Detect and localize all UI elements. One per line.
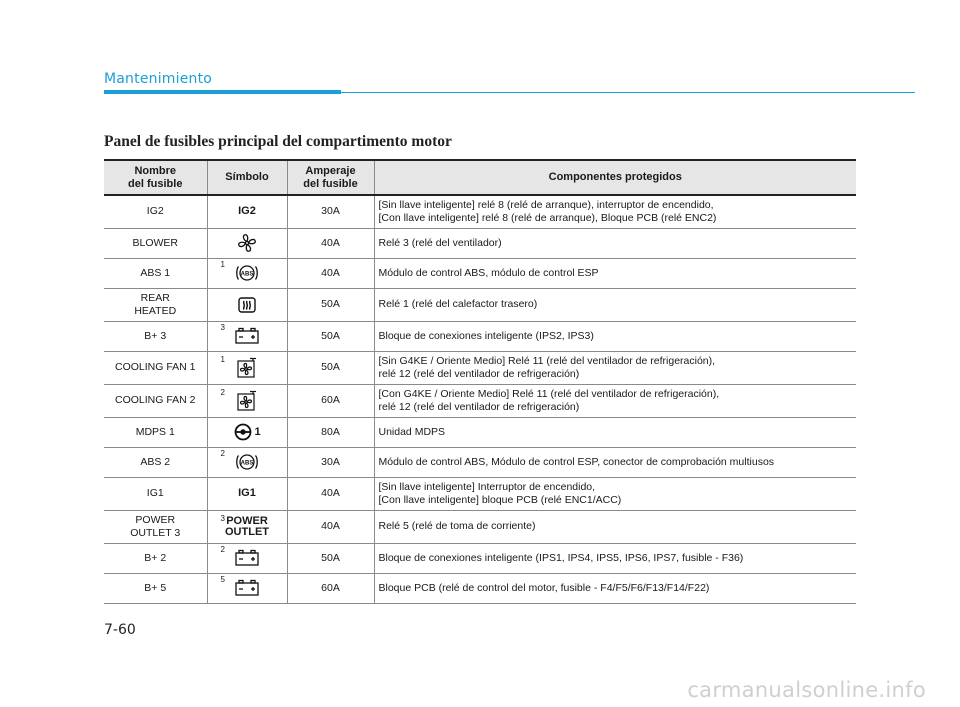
fuse-symbol — [208, 199, 287, 225]
fuse-symbol-box — [208, 199, 287, 225]
fuse-symbol-superscript: 3 — [220, 323, 225, 332]
fuse-components-cell — [374, 510, 856, 543]
fuse-symbol-text-line: IG1 — [238, 487, 256, 499]
fuse-symbol-cell — [207, 195, 287, 228]
fuse-components-line: [Con llave inteligente] relé 8 (relé de arranque), Bloque PCB (relé ENC2) — [378, 211, 717, 224]
fuse-name-line: B+ 5 — [144, 581, 167, 594]
fuse-symbol-cell — [207, 321, 287, 351]
fuse-symbol-superscript: 1 — [220, 354, 225, 364]
fuse-name-cell — [104, 447, 207, 477]
table-row — [104, 510, 856, 543]
fuse-name-line: BLOWER — [132, 236, 178, 249]
fuse-name-line: IG1 — [146, 487, 164, 499]
fuse-symbol-box — [208, 355, 287, 381]
fuse-components-line: Módulo de control ABS, módulo de control ESP — [378, 266, 599, 279]
fuse-name-cell — [104, 288, 207, 321]
fuse-name-cell — [104, 384, 207, 417]
fuse-components-line: [Con llave inteligente] bloque PCB (relé ENC1/ACC) — [378, 493, 622, 506]
fuse-components-line: Relé 5 (relé de toma de corriente) — [378, 520, 536, 532]
fuse-components-cell — [374, 477, 856, 510]
fuse-name-line: IG2 — [146, 205, 164, 218]
fuse-symbol-text — [238, 488, 256, 499]
fuse-symbol — [208, 260, 287, 286]
fuse-name-cell — [104, 510, 207, 543]
fuse-amperage-cell: 60A — [287, 573, 374, 603]
fuse-components-line: Módulo de control ABS, Módulo de control ESP, conector de comprobación multiusos — [378, 455, 775, 468]
fuse-symbol-text — [238, 206, 256, 217]
fuse-symbol-box — [208, 292, 287, 318]
fuse-amperage-cell: 40A — [287, 477, 374, 510]
fuse-symbol-text — [225, 516, 269, 538]
fuse-components-line: Bloque PCB (relé de control del motor, fusible - F4/F5/F6/F13/F14/F22) — [378, 581, 710, 594]
section-title: Mantenimiento — [104, 71, 213, 87]
fuse-name-line: COOLING FAN 2 — [114, 394, 196, 406]
fuse-name-line: B+ 3 — [144, 329, 167, 342]
fuse-name-cell — [104, 228, 207, 258]
fuse-symbol-cell — [207, 384, 287, 417]
fuse-amperage-cell: 40A — [287, 228, 374, 258]
fuse-symbol — [208, 481, 287, 507]
fuse-name-cell — [104, 258, 207, 288]
fuse-components-cell — [374, 417, 856, 447]
fuse-amperage-cell: 80A — [287, 417, 374, 447]
fuse-symbol-box — [208, 230, 287, 256]
table-row — [104, 543, 856, 573]
fuse-symbol-cell — [207, 288, 287, 321]
fuse-symbol-box — [208, 481, 287, 507]
header-amperage-line2: del fusible — [303, 177, 358, 190]
table-row — [104, 447, 856, 477]
cooling-fan-icon — [234, 389, 260, 413]
fuse-components-cell — [374, 258, 856, 288]
fuse-symbol — [208, 545, 287, 571]
fan-icon — [236, 232, 258, 254]
fuse-amperage-cell: 50A — [287, 288, 374, 321]
fuse-symbol-superscript: 2 — [220, 545, 225, 554]
table-row — [104, 477, 856, 510]
fuse-symbol-box — [208, 388, 287, 414]
fuse-components-cell — [374, 447, 856, 477]
fuse-amperage-cell: 50A — [287, 351, 374, 384]
header-amperage — [287, 160, 374, 195]
fuse-name-cell — [104, 573, 207, 603]
page-number: 7-60 — [104, 622, 136, 638]
fuse-components-cell — [374, 543, 856, 573]
fuse-components-cell — [374, 384, 856, 417]
steering-icon — [233, 422, 253, 442]
fuse-name-line: MDPS 1 — [135, 425, 175, 438]
fuse-amperage-cell: 60A — [287, 384, 374, 417]
table-row — [104, 228, 856, 258]
battery-icon — [233, 326, 261, 346]
fuse-amperage-cell: 40A — [287, 510, 374, 543]
fuse-components-cell — [374, 228, 856, 258]
fuse-symbol-superscript: 3 — [220, 513, 225, 523]
table-row — [104, 417, 856, 447]
fuse-components-line: Bloque de conexiones inteligente (IPS2, IPS3) — [378, 329, 594, 342]
fuse-name-cell — [104, 543, 207, 573]
fuse-components-line: relé 12 (relé del ventilador de refrigeración) — [378, 400, 580, 413]
fuse-components-line: [Sin llave inteligente] relé 8 (relé de arranque), interruptor de encendido, — [378, 198, 714, 211]
table-row — [104, 573, 856, 603]
fuse-components-line: [Con G4KE / Oriente Medio] Relé 11 (relé del ventilador de refrigeración), — [378, 387, 720, 400]
fuse-symbol-superscript: 2 — [220, 387, 225, 397]
fuse-amperage-cell: 30A — [287, 195, 374, 228]
fuse-symbol-box — [208, 419, 287, 445]
svg-text:ABS: ABS — [240, 271, 254, 278]
page-title: Panel de fusibles principal del compartimento motor — [104, 133, 452, 150]
fuse-symbol-text-line: IG2 — [238, 205, 256, 218]
rear-defrost-icon — [236, 294, 258, 316]
fuse-symbol — [208, 230, 287, 256]
fuse-name-line: HEATED — [134, 304, 177, 317]
fuse-amperage-cell: 50A — [287, 321, 374, 351]
fuse-symbol-box — [208, 575, 287, 601]
fuse-name-cell — [104, 477, 207, 510]
abs-icon — [235, 452, 259, 472]
fuse-symbol-text-line: 1 — [254, 425, 261, 438]
fuse-symbol-superscript: 1 — [220, 260, 225, 269]
fuse-name-cell — [104, 321, 207, 351]
fuse-components-cell — [374, 288, 856, 321]
header-fuse-name-line1: Nombre — [134, 164, 177, 177]
fuse-table — [104, 159, 856, 604]
fuse-components-line: Unidad MDPS — [378, 425, 446, 438]
fuse-components-line: [Sin G4KE / Oriente Medio] Relé 11 (relé del ventilador de refrigeración), — [378, 354, 716, 367]
svg-text:ABS: ABS — [240, 460, 254, 467]
fuse-name-line: COOLING FAN 1 — [114, 361, 196, 373]
fuse-symbol — [208, 355, 287, 381]
table-header-row — [104, 160, 856, 195]
fuse-symbol-cell — [207, 543, 287, 573]
fuse-symbol-cell — [207, 573, 287, 603]
fuse-components-line: Relé 1 (relé del calefactor trasero) — [378, 298, 538, 310]
fuse-symbol-cell — [207, 447, 287, 477]
table-row — [104, 195, 856, 228]
fuse-symbol-box — [208, 514, 287, 540]
fuse-components-cell — [374, 321, 856, 351]
fuse-symbol-cell — [207, 228, 287, 258]
fuse-symbol-cell — [207, 258, 287, 288]
fuse-amperage-cell: 50A — [287, 543, 374, 573]
fuse-components-cell — [374, 573, 856, 603]
fuse-symbol-superscript: 2 — [220, 449, 225, 458]
fuse-symbol — [208, 449, 287, 475]
fuse-name-line: B+ 2 — [144, 551, 167, 564]
fuse-symbol-cell — [207, 510, 287, 543]
header-symbol: Símbolo — [207, 160, 287, 195]
fuse-symbol-box — [208, 260, 287, 286]
table-row — [104, 288, 856, 321]
table-row — [104, 321, 856, 351]
fuse-symbol — [208, 323, 287, 349]
fuse-name-line: ABS 2 — [140, 455, 171, 468]
fuse-components-line: relé 12 (relé del ventilador de refrigeración) — [378, 367, 580, 380]
fuse-symbol-text-line: OUTLET — [225, 525, 269, 538]
fuse-name-line: POWER — [135, 513, 176, 526]
header-fuse-name-line2: del fusible — [128, 177, 183, 190]
header-components: Componentes protegidos — [374, 160, 856, 195]
header-fuse-name — [104, 160, 207, 195]
fuse-name-cell — [104, 417, 207, 447]
fuse-table-body — [104, 195, 856, 603]
fuse-symbol-box — [208, 545, 287, 571]
fuse-symbol-text-line: POWER — [226, 514, 268, 527]
fuse-symbol — [208, 419, 287, 445]
abs-icon — [235, 263, 259, 283]
fuse-symbol-cell — [207, 477, 287, 510]
fuse-amperage-cell: 40A — [287, 258, 374, 288]
fuse-components-cell — [374, 195, 856, 228]
fuse-name-line: OUTLET 3 — [130, 526, 181, 539]
fuse-symbol-box — [208, 449, 287, 475]
fuse-components-line: [Sin llave inteligente] Interruptor de encendido, — [378, 480, 596, 493]
header-rule-thin — [341, 92, 915, 93]
fuse-name-cell — [104, 195, 207, 228]
fuse-symbol — [208, 514, 287, 540]
fuse-name-cell — [104, 351, 207, 384]
cooling-fan-icon — [234, 356, 260, 380]
fuse-components-line: Relé 3 (relé del ventilador) — [378, 236, 502, 249]
fuse-symbol-cell — [207, 351, 287, 384]
fuse-symbol-superscript: 5 — [220, 575, 225, 584]
fuse-name-line: REAR — [140, 291, 170, 304]
fuse-symbol — [208, 388, 287, 414]
battery-icon — [233, 548, 261, 568]
fuse-components-line: Bloque de conexiones inteligente (IPS1, IPS4, IPS5, IPS6, IPS7, fusible - F36) — [378, 551, 744, 564]
fuse-symbol-box — [208, 323, 287, 349]
fuse-name-line: ABS 1 — [140, 266, 171, 279]
header-rule-thick — [104, 90, 341, 94]
table-row — [104, 384, 856, 417]
fuse-symbol — [208, 575, 287, 601]
watermark: carmanualsonline.info — [687, 678, 926, 702]
table-row — [104, 351, 856, 384]
header-amperage-line1: Amperaje — [305, 164, 356, 177]
battery-icon — [233, 578, 261, 598]
fuse-symbol — [208, 292, 287, 318]
fuse-symbol-cell — [207, 417, 287, 447]
fuse-amperage-cell: 30A — [287, 447, 374, 477]
fuse-symbol-text — [254, 427, 260, 438]
fuse-components-cell — [374, 351, 856, 384]
table-row — [104, 258, 856, 288]
